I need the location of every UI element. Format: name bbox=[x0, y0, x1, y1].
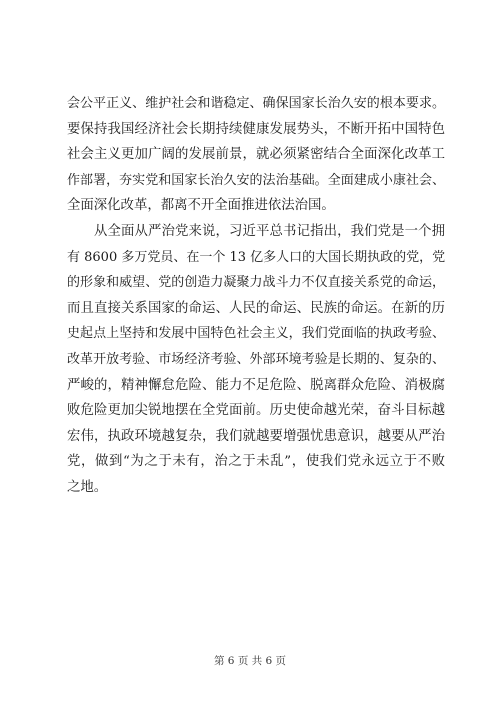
text-line: 从全面从严治党来说，习近平总书记指出，我们党是一个拥 bbox=[94, 223, 445, 239]
page-footer bbox=[0, 653, 500, 668]
text-line: 败危险更加尖锐地摆在全党面前。历史使命越光荣，奋斗目标越 bbox=[67, 403, 445, 419]
text-line: 全面深化改革，都离不开全面推进依法治国。 bbox=[67, 198, 335, 214]
text-line: 有 8600 多万党员、在一个 13 亿多人口的大国长期执政的党，党 bbox=[67, 249, 445, 265]
text-line: 严峻的，精神懈怠危险、能力不足危险、脱离群众危险、消极腐 bbox=[67, 377, 445, 393]
page-number: 第 6 页 共 6 页 bbox=[213, 655, 287, 667]
text-line: 要保持我国经济社会长期持续健康发展势头，不断开拓中国特色 bbox=[67, 121, 445, 137]
text-line: 而且直接关系国家的命运、人民的命运、民族的命运。在新的历 bbox=[67, 300, 445, 316]
text-line: 党，做到“为之于未有，治之于未乱”，使我们党永远立于不败 bbox=[67, 454, 445, 470]
text-line: 会公平正义、维护社会和谐稳定、确保国家长治久安的根本要求。 bbox=[67, 96, 445, 111]
text-line: 宏伟，执政环境越复杂，我们就越要增强忧患意识，越要从严治 bbox=[67, 428, 445, 444]
body-text bbox=[67, 91, 445, 501]
text-line: 之地。 bbox=[67, 479, 108, 495]
text-line: 的形象和威望、党的创造力凝聚力战斗力不仅直接关系党的命运， bbox=[67, 275, 445, 291]
text-line: 作部署，夯实党和国家长治久安的法治基础。全面建成小康社会、 bbox=[67, 172, 445, 188]
text-line: 史起点上坚持和发展中国特色社会主义，我们党面临的执政考验、 bbox=[67, 326, 445, 342]
text-line: 改革开放考验、市场经济考验、外部环境考验是长期的、复杂的、 bbox=[67, 351, 445, 367]
text-line: 社会主义更加广阔的发展前景，就必须紧密结合全面深化改革工 bbox=[67, 147, 445, 163]
